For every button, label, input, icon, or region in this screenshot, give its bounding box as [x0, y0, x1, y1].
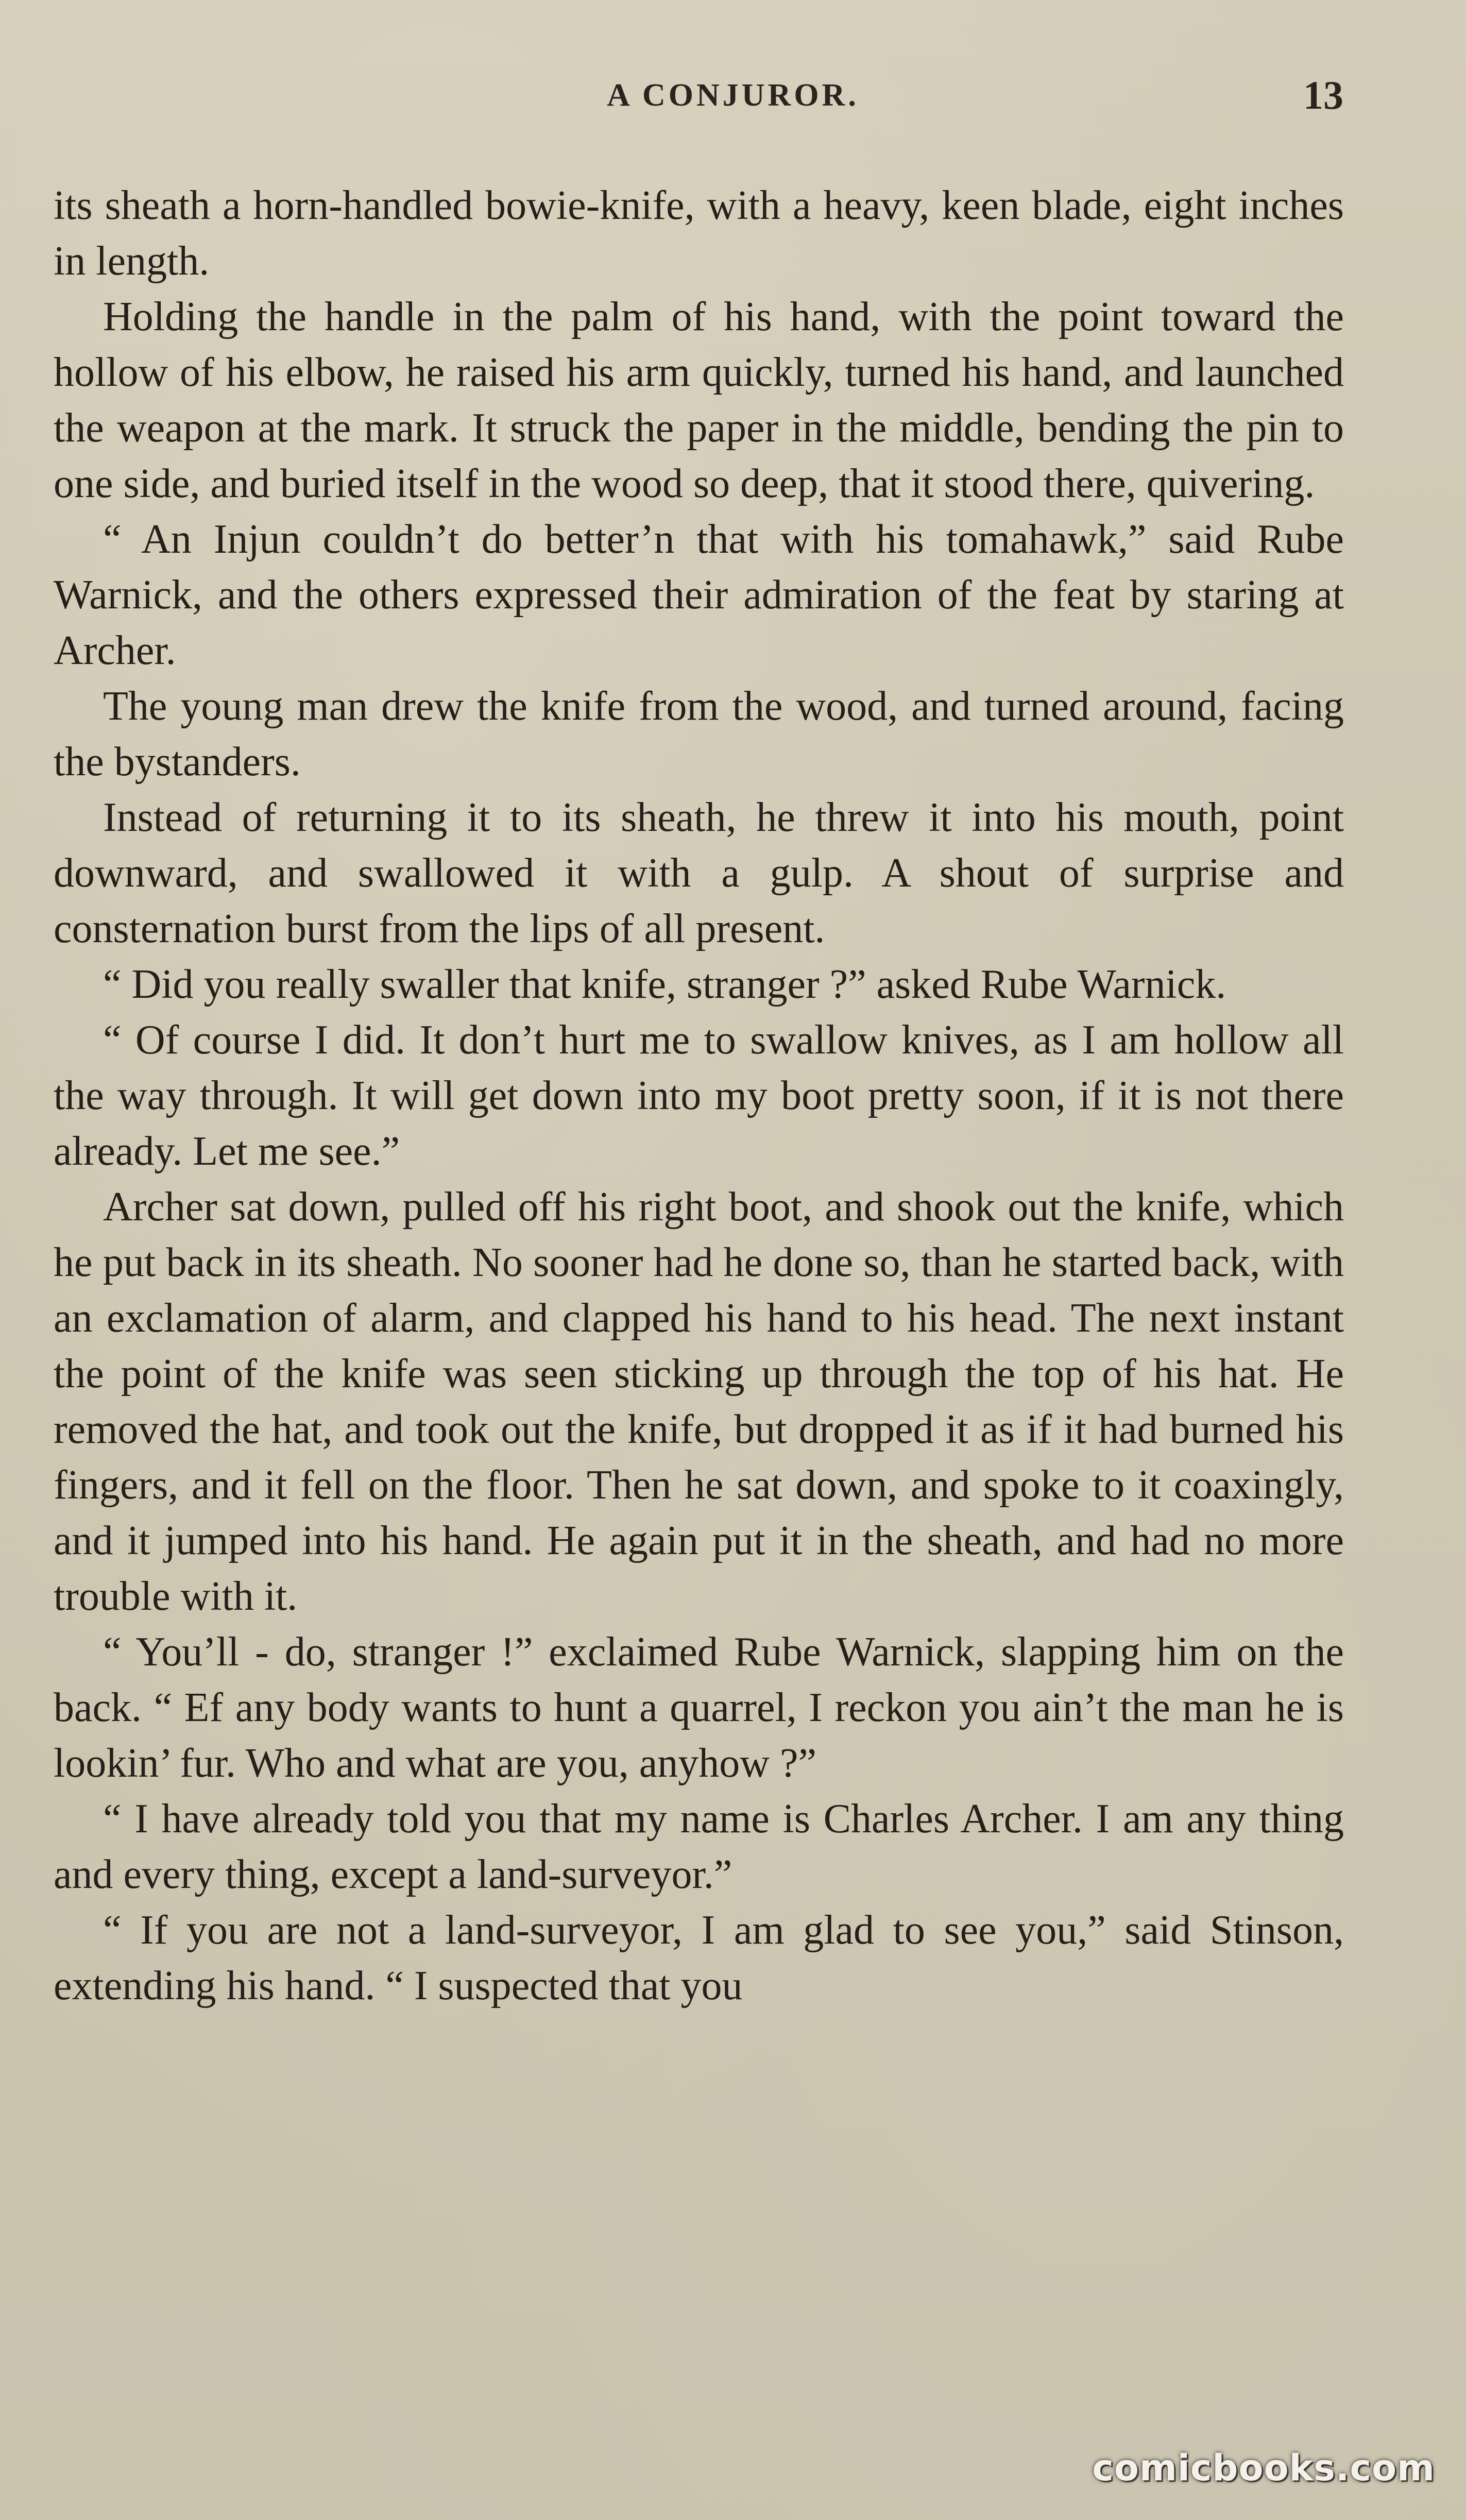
- paragraph: Instead of returning it to its sheath, he threw it into his mouth, point downward, and swallowed it with a gulp. A shout of surprise and consternation burst from the lips of all present.: [54, 795, 1344, 951]
- paragraph: “ Did you really swaller that knife, stranger ?” asked Rube Warnick.: [103, 962, 1226, 1007]
- running-title: A CONJUROR.: [607, 78, 859, 113]
- paragraph: “ You’ll - do, stranger !” exclaimed Rube Warnick, slapping him on the back. “ Ef any body wants to hunt a quarrel, I reckon you ain’t the man he is lookin’ fur. Who and what are you, anyhow ?”: [54, 1629, 1344, 1786]
- watermark: comicbooks.com: [1092, 2447, 1435, 2489]
- page-number: 13: [1303, 73, 1343, 117]
- paragraph: Holding the handle in the palm of his hand, with the point toward the hollow of his elbow, he raised his arm quickly, turned his hand, and launched the weapon at the mark. It struck the paper in the middle, bending the pin to one side, and buried itself in the wood so deep, that it stood there, quivering.: [54, 294, 1344, 506]
- body-text: [54, 178, 1344, 2014]
- paragraph: The young man drew the knife from the wood, and turned around, facing the bystanders.: [54, 684, 1344, 785]
- paragraph: Archer sat down, pulled off his right boot, and shook out the knife, which he put back in its sheath. No sooner had he done so, than he started back, with an exclamation of alarm, and clapped his hand to his head. The next instant the point of the knife was seen sticking up through the top of his hat. He removed the hat, and took out the knife, but dropped it as if it had burned his fingers, and it fell on the floor. Then he sat down, and spoke to it coaxingly, and it jumped into his hand. He again put it in the sheath, and had no more trouble with it.: [54, 1184, 1344, 1619]
- paragraph: “ Of course I did. It don’t hurt me to swallow knives, as I am hollow all the way through. It will get down into my boot pretty soon, if it is not there already. Let me see.”: [54, 1017, 1344, 1174]
- running-head: [0, 72, 1466, 129]
- paragraph: its sheath a horn-handled bowie-knife, with a heavy, keen blade, eight inches in length.: [54, 183, 1344, 284]
- paragraph: “ An Injun couldn’t do better’n that with his tomahawk,” said Rube Warnick, and the others expressed their admiration of the feat by staring at Archer.: [54, 517, 1344, 673]
- paragraph: “ If you are not a land-surveyor, I am glad to see you,” said Stinson, extending his hand. “ I suspected that you: [54, 1908, 1344, 2008]
- paragraph: “ I have already told you that my name is Charles Archer. I am any thing and every thing, except a land-surveyor.”: [54, 1796, 1344, 1897]
